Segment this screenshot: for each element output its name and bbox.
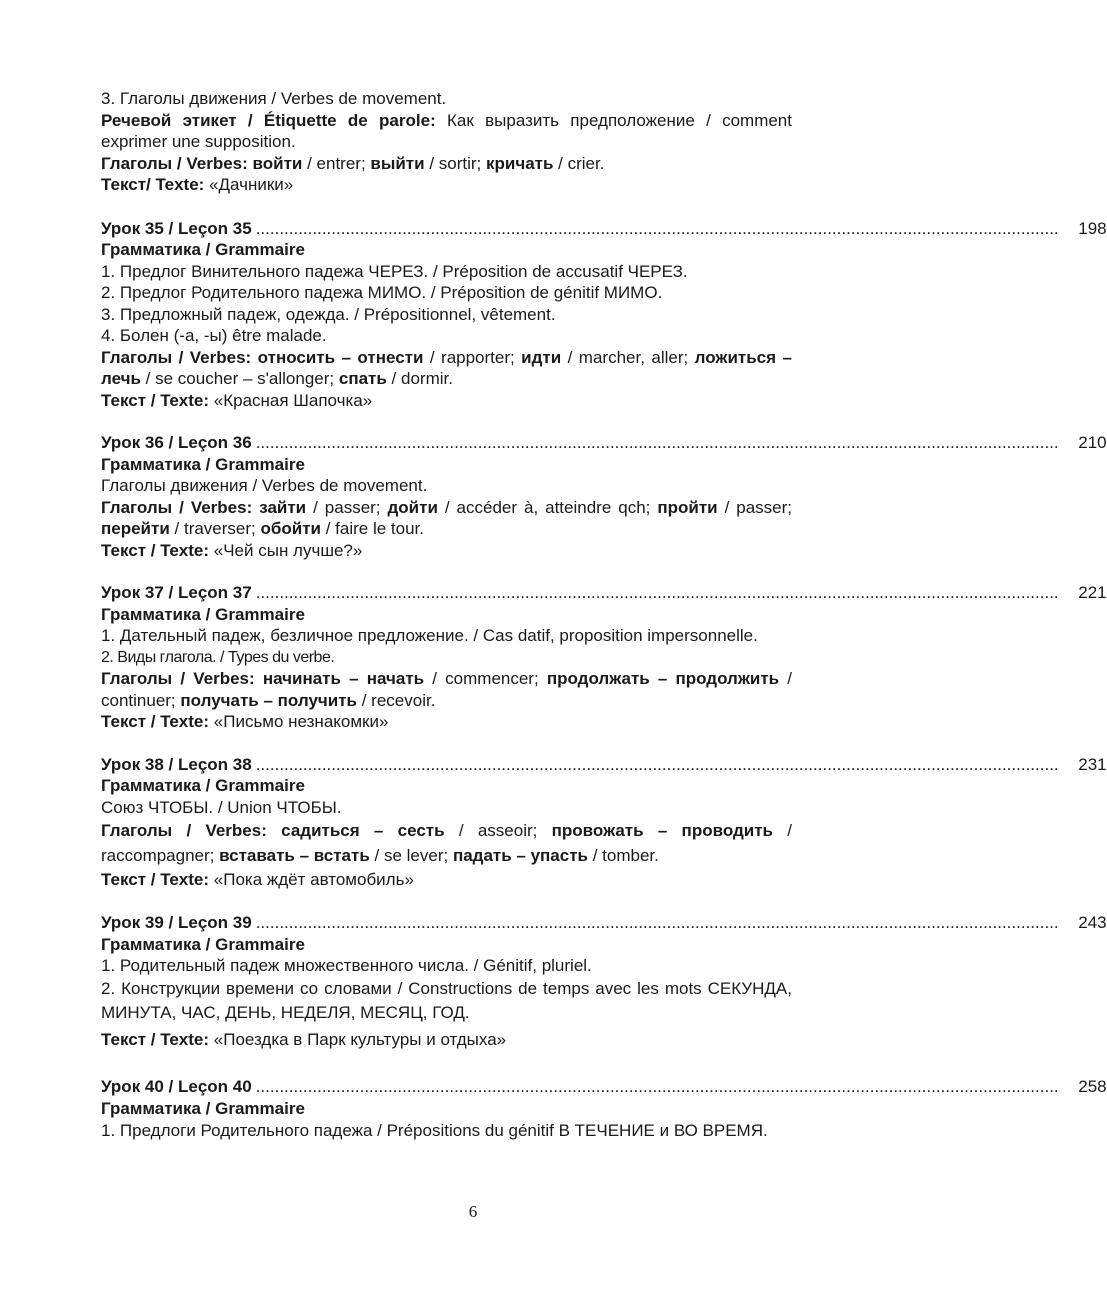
text-value: «Чей сын лучше?» bbox=[209, 540, 363, 560]
lesson-title: Урок 37 / Leçon 37 bbox=[101, 583, 252, 602]
verbs-label: Глаголы / Verbes: bbox=[101, 669, 255, 688]
verb-fr: / entrer; bbox=[302, 153, 371, 173]
lesson-body bbox=[101, 1098, 792, 1144]
grammar-item: 1. Предлоги Родительного падежа / Prépositions du génitif В ТЕЧЕНИЕ и ВО ВРЕМЯ. bbox=[101, 1121, 768, 1140]
page-number: 210 bbox=[1078, 433, 1107, 452]
grammar-label bbox=[101, 454, 792, 476]
verb-fr: / passer; bbox=[306, 497, 388, 517]
verb-ru: кричать bbox=[486, 153, 554, 173]
page-number: 231 bbox=[1078, 754, 1107, 774]
grammar-label bbox=[101, 934, 792, 956]
toc-entry[interactable] bbox=[101, 432, 1107, 454]
verb-ru: перейти bbox=[101, 519, 170, 538]
lesson-38 bbox=[101, 754, 1107, 893]
verb-ru: выйти bbox=[370, 153, 425, 173]
previous-lesson-tail bbox=[101, 88, 792, 196]
text-line bbox=[101, 390, 792, 412]
verb-fr: / continuer; bbox=[101, 669, 793, 710]
lesson-body bbox=[101, 934, 792, 1051]
lesson-title: Урок 40 / Leçon 40 bbox=[101, 1077, 252, 1096]
etiquette-label: Речевой этикет / Étiquette de parole: bbox=[101, 110, 436, 130]
lesson-title: Урок 36 / Leçon 36 bbox=[101, 433, 252, 452]
etiquette-line bbox=[101, 110, 792, 153]
verb-fr: / passer; bbox=[717, 497, 793, 517]
grammar-item: 1. Предлог Винительного падежа ЧЕРЕЗ. / Préposition de accusatif ЧЕРЕЗ. bbox=[101, 261, 688, 281]
verb-ru: садиться – сесть bbox=[281, 821, 445, 840]
grammar-label-text: Грамматика / Grammaire bbox=[101, 934, 305, 954]
verb-ru: идти bbox=[521, 347, 562, 367]
grammar-label-text: Грамматика / Grammaire bbox=[101, 1098, 305, 1118]
grammar-item: 1. Дательный падеж, безличное предложение. / Cas datif, proposition impersonnelle. bbox=[101, 626, 758, 645]
grammar-item: 3. Предложный падеж, одежда. / Prépositionnel, vêtement. bbox=[101, 304, 556, 324]
leader-dots: .......................................................................................................................................................................... bbox=[255, 583, 1059, 602]
verb-ru: спать bbox=[338, 369, 387, 388]
verb-fr: / sortir; bbox=[424, 153, 486, 173]
grammar-item: 2. Предлог Родительного падежа МИМО. / Préposition de génitif МИМО. bbox=[101, 283, 663, 302]
verbs-line bbox=[101, 497, 792, 540]
verb-ru: провожать – проводить bbox=[551, 821, 773, 840]
toc-entry[interactable] bbox=[101, 582, 1107, 604]
grammar-item: 3. Глаголы движения / Verbes de movement. bbox=[101, 89, 447, 108]
verb-fr: / tomber. bbox=[588, 846, 659, 865]
lesson-body bbox=[101, 775, 792, 892]
leader-dots: .......................................................................................................................................................................... bbox=[255, 433, 1059, 452]
verb-fr: / faire le tour. bbox=[320, 519, 424, 538]
toc-entry[interactable] bbox=[101, 912, 1107, 934]
toc-entry[interactable] bbox=[101, 218, 1107, 240]
verb-ru: войти bbox=[252, 153, 303, 173]
verb-fr: / traverser; bbox=[169, 519, 261, 538]
verb-fr: / marcher, aller; bbox=[561, 347, 695, 367]
grammar-label bbox=[101, 239, 792, 261]
lesson-body bbox=[101, 454, 792, 562]
verbs-line bbox=[101, 347, 792, 390]
verbs-label: Глаголы / Verbes: bbox=[101, 347, 252, 367]
verb-ru: ложиться – лечь bbox=[101, 347, 792, 388]
text-label: Текст/ Texte: bbox=[101, 175, 205, 194]
verb-ru: продолжать – продолжить bbox=[546, 669, 780, 688]
leader-dots: .......................................................................................................................................................................... bbox=[255, 754, 1059, 774]
leader-dots: .......................................................................................................................................................................... bbox=[255, 913, 1059, 932]
verbs-label: Глаголы / Verbes: bbox=[101, 153, 248, 173]
verb-ru: падать – упасть bbox=[452, 846, 588, 865]
verb-fr: / commencer; bbox=[424, 669, 547, 688]
verb-ru: дойти bbox=[387, 497, 438, 517]
lesson-37 bbox=[101, 582, 1107, 733]
text-value: «Дачники» bbox=[204, 175, 294, 194]
grammar-label bbox=[101, 604, 792, 626]
lesson-35 bbox=[101, 218, 1107, 412]
lesson-title: Урок 38 / Leçon 38 bbox=[101, 754, 252, 774]
text-label: Текст / Texte: bbox=[101, 390, 210, 410]
grammar-label-text: Грамматика / Grammaire bbox=[101, 454, 305, 474]
text-value: «Поездка в Парк культуры и отдыха» bbox=[209, 1029, 507, 1049]
grammar-item: Глаголы движения / Verbes de movement. bbox=[101, 476, 428, 495]
text-line bbox=[101, 1029, 792, 1051]
grammar-label-text: Грамматика / Grammaire bbox=[101, 604, 305, 624]
text-label: Текст / Texte: bbox=[101, 540, 210, 560]
verb-fr: / rapporter; bbox=[423, 347, 522, 367]
grammar-label bbox=[101, 1098, 792, 1120]
table-of-contents bbox=[101, 88, 1107, 1143]
text-value: «Красная Шапочка» bbox=[209, 390, 373, 410]
verb-ru: зайти bbox=[259, 497, 307, 517]
verbs-line bbox=[101, 668, 792, 711]
verb-fr: / asseoir; bbox=[444, 821, 552, 840]
verbs-line bbox=[101, 153, 792, 175]
grammar-label-text: Грамматика / Grammaire bbox=[101, 240, 305, 259]
verb-ru: получать – получить bbox=[180, 690, 358, 710]
text-label: Текст / Texte: bbox=[101, 870, 210, 889]
verbs-label: Глаголы / Verbes: bbox=[101, 497, 253, 517]
grammar-item: 1. Родительный падеж множественного числа. / Génitif, pluriel. bbox=[101, 956, 592, 975]
grammar-label bbox=[101, 775, 792, 797]
grammar-item: 2. Конструкции времени со словами / Constructions de temps avec les mots СЕКУНДА, МИНУТА, ЧАС, ДЕНЬ, НЕДЕЛЯ, МЕСЯЦ, ГОД. bbox=[101, 978, 792, 1022]
lesson-40 bbox=[101, 1076, 1107, 1143]
grammar-item: 2. Виды глагола. / Types du verbe. bbox=[101, 648, 335, 666]
page-number: 243 bbox=[1078, 913, 1107, 932]
text-value: «Письмо незнакомки» bbox=[209, 712, 389, 731]
lesson-title: Урок 35 / Leçon 35 bbox=[101, 218, 252, 238]
lesson-body bbox=[101, 604, 792, 733]
grammar-label-text: Грамматика / Grammaire bbox=[101, 776, 305, 795]
verb-fr: / recevoir. bbox=[357, 690, 436, 710]
verb-ru: начинать – начать bbox=[262, 669, 425, 688]
page-number: 258 bbox=[1078, 1077, 1107, 1096]
grammar-item: 4. Болен (-а, -ы) être malade. bbox=[101, 326, 327, 345]
text-line bbox=[101, 711, 792, 733]
verb-ru: обойти bbox=[260, 519, 321, 538]
verb-fr: / dormir. bbox=[386, 369, 453, 388]
text-value: «Пока ждёт автомобиль» bbox=[209, 870, 414, 889]
page-number: 198 bbox=[1078, 218, 1107, 238]
lesson-36 bbox=[101, 432, 1107, 561]
etiquette-text: Как выразить предположение / comment bbox=[447, 110, 792, 130]
verb-ru: относить – отнести bbox=[257, 347, 424, 367]
verbs-line bbox=[101, 818, 792, 868]
leader-dots: .......................................................................................................................................................................... bbox=[255, 218, 1059, 238]
text-line bbox=[101, 868, 792, 892]
etiquette-text-cont: exprimer une supposition. bbox=[101, 132, 296, 151]
toc-entry[interactable] bbox=[101, 1076, 1107, 1098]
text-line bbox=[101, 174, 792, 196]
verb-fr: / raccompagner; bbox=[101, 821, 792, 865]
verb-ru: пройти bbox=[657, 497, 718, 517]
verb-fr: / accéder à, atteindre qch; bbox=[437, 497, 658, 517]
text-line bbox=[101, 540, 792, 562]
verb-fr: / se lever; bbox=[369, 846, 453, 865]
toc-entry[interactable] bbox=[101, 754, 1107, 776]
verbs-label: Глаголы / Verbes: bbox=[101, 821, 267, 840]
text-label: Текст / Texte: bbox=[101, 712, 210, 731]
verb-fr: / se coucher – s'allonger; bbox=[140, 369, 339, 388]
verb-fr: / crier. bbox=[553, 153, 605, 173]
lesson-39 bbox=[101, 912, 1107, 1050]
lesson-body bbox=[101, 239, 792, 411]
lesson-title: Урок 39 / Leçon 39 bbox=[101, 913, 252, 932]
page-number: 221 bbox=[1078, 583, 1107, 602]
leader-dots: .......................................................................................................................................................................... bbox=[255, 1077, 1059, 1096]
text-label: Текст / Texte: bbox=[101, 1029, 210, 1049]
grammar-item: Союз ЧТОБЫ. / Union ЧТОБЫ. bbox=[101, 797, 342, 817]
verb-ru: вставать – встать bbox=[219, 846, 370, 865]
page-folio: 6 bbox=[468, 1202, 478, 1221]
